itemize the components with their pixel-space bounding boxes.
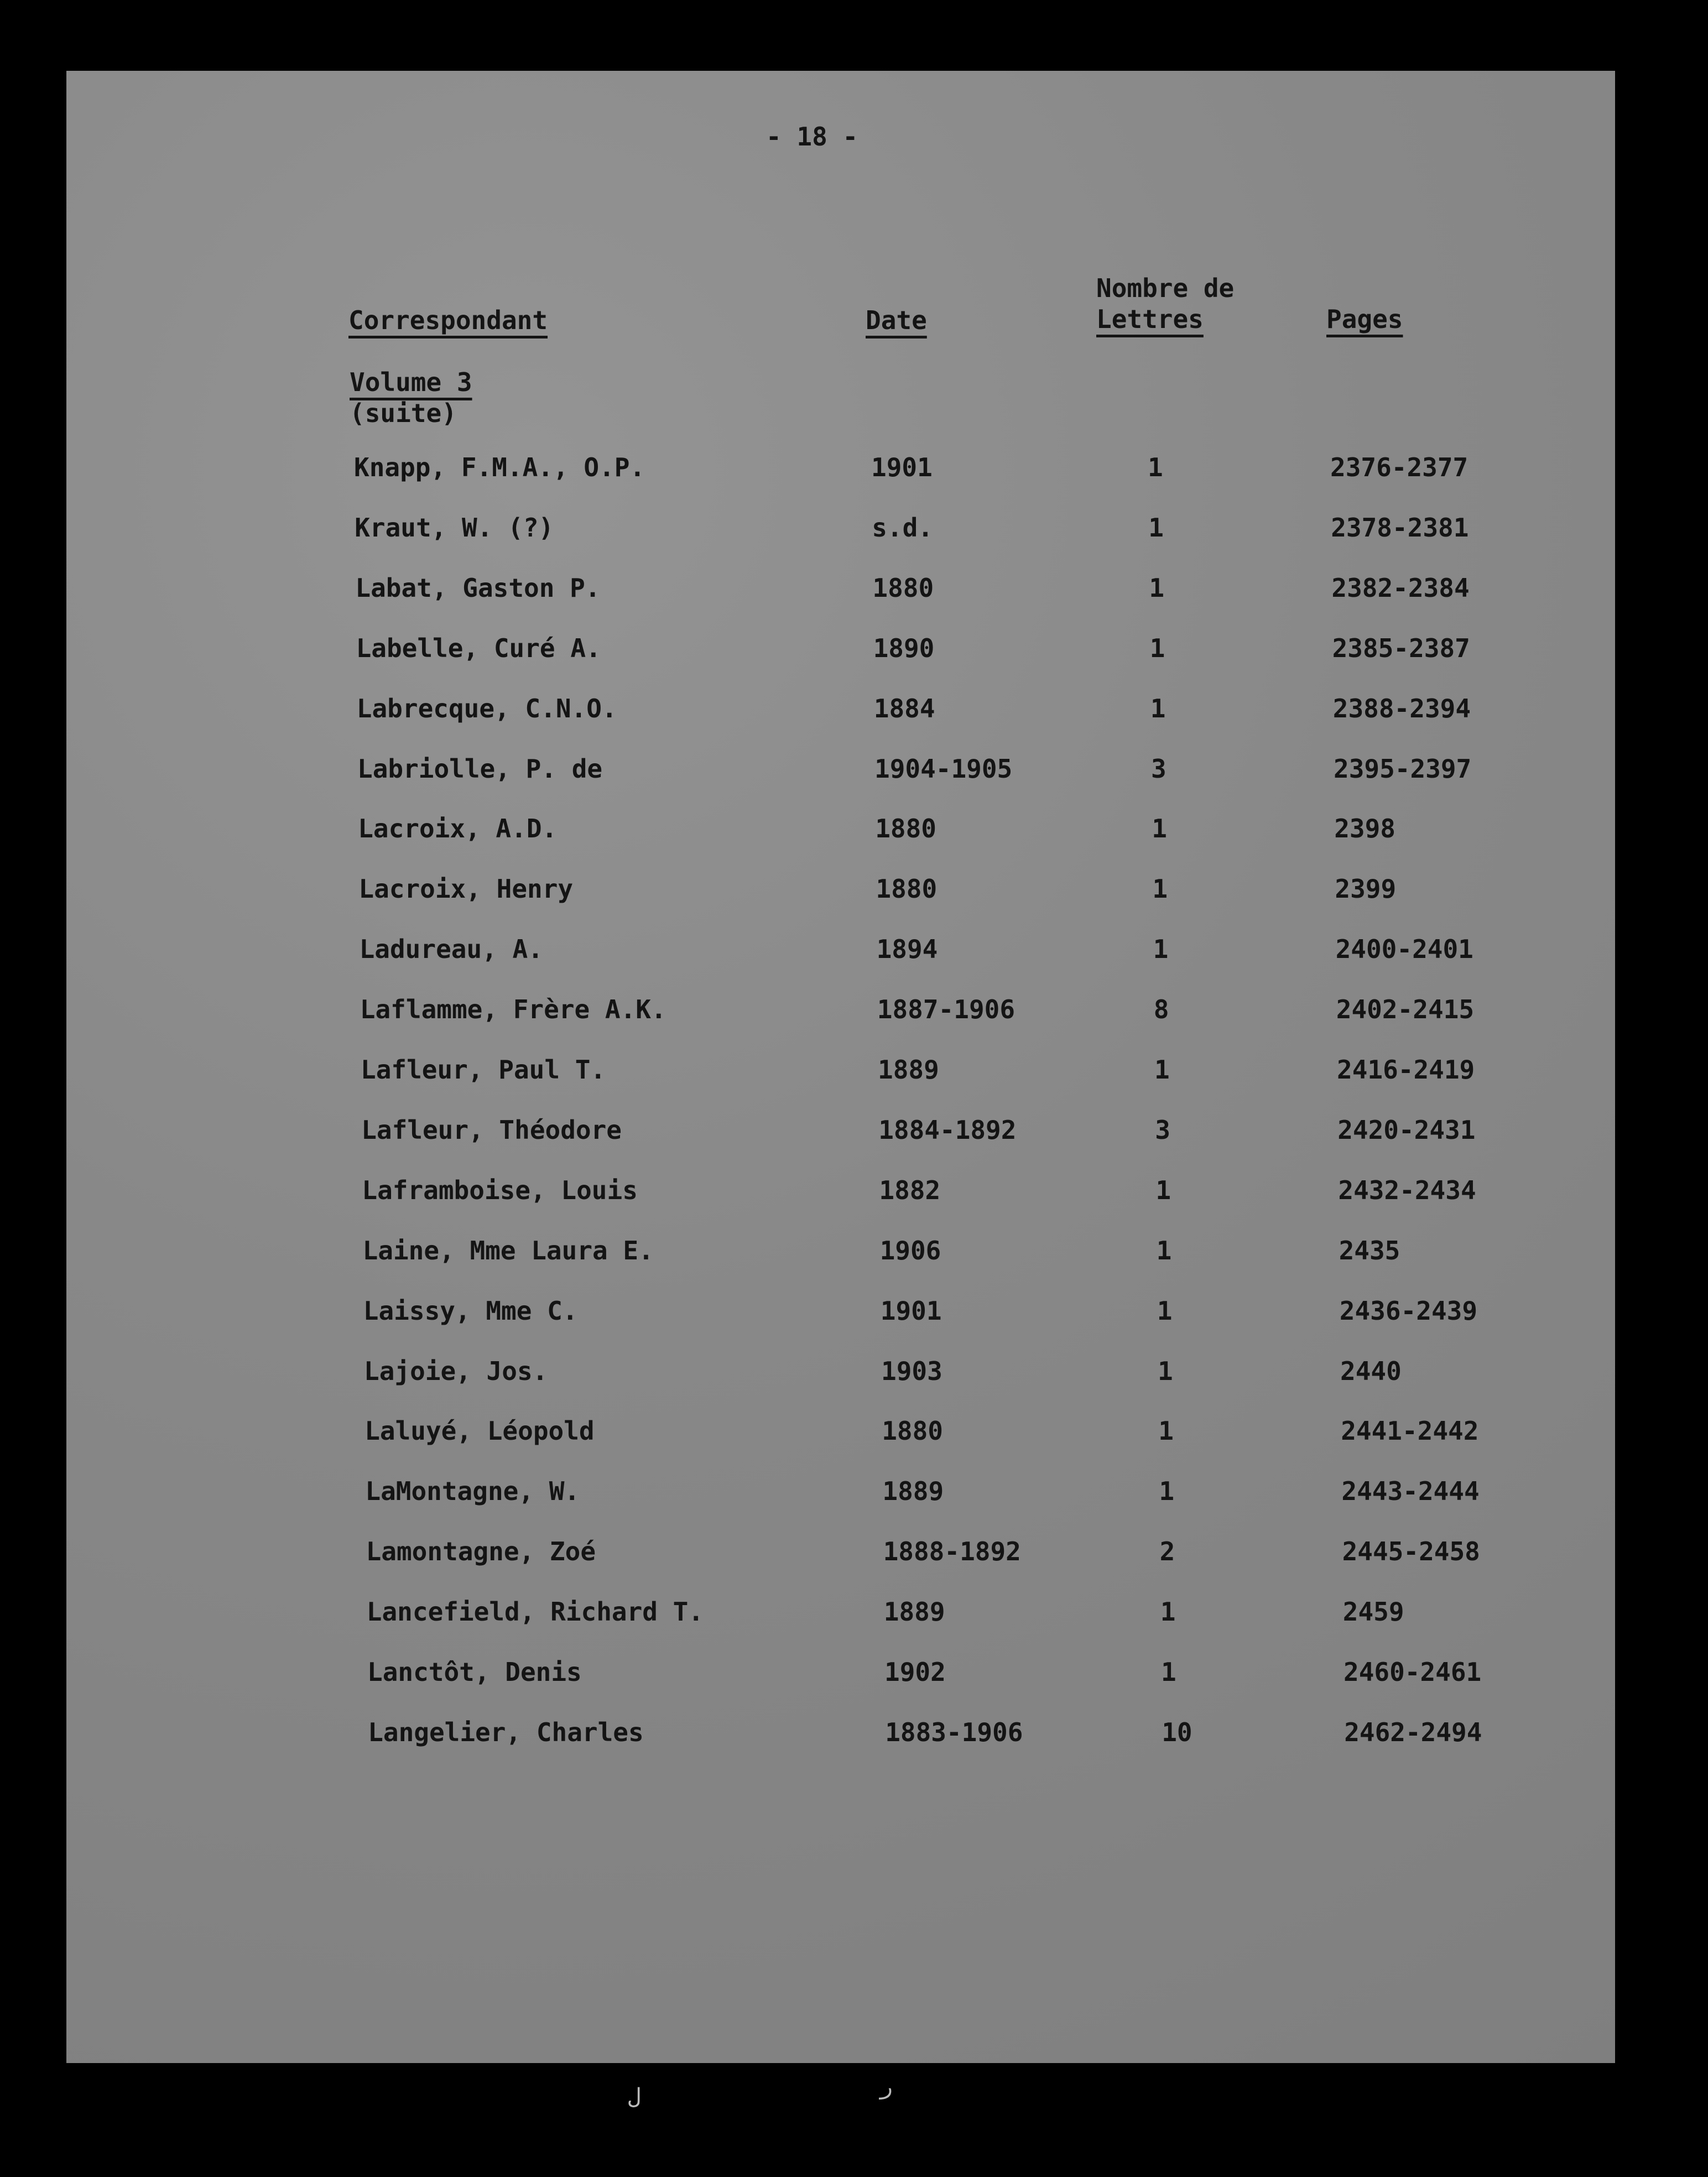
header-correspondant: Correspondant [348,305,548,335]
letter-date: 1880 [872,572,934,603]
letter-count: 2 [1159,1537,1175,1567]
correspondant-name: Lancefield, Richard T. [366,1597,704,1627]
letter-date: 1884 [873,693,935,723]
letter-count: 1 [1153,934,1169,965]
table-row [66,1057,1615,1090]
letter-date: 1889 [882,1476,944,1507]
correspondant-name: Lanctôt, Denis [367,1657,582,1687]
page-range: 2460-2461 [1344,1657,1482,1687]
correspondant-name: Lafleur, Théodore [361,1114,622,1145]
page-range: 2459 [1342,1597,1404,1627]
table-row [66,1358,1615,1392]
table-row [66,1114,1615,1150]
page-range: 2400-2401 [1335,934,1473,965]
table-row [66,936,1615,970]
letter-count: 1 [1149,633,1165,663]
letter-date: 1887-1906 [877,994,1016,1025]
correspondant-name: Labat, Gaston P. [355,572,601,603]
correspondant-name: LaMontagne, W. [365,1476,580,1507]
table-row [66,876,1615,909]
header-pages: Pages [1326,304,1403,334]
scan-mark: ل [628,2084,642,2110]
page-range: 2395-2397 [1334,753,1472,784]
letter-date: s.d. [872,512,933,543]
letter-date: 1888-1892 [883,1537,1021,1567]
page-range: 2376-2377 [1330,452,1469,482]
letter-date: 1889 [883,1597,945,1627]
page-range: 2398 [1334,814,1395,844]
letter-count: 1 [1155,1175,1171,1205]
page-range: 2443-2444 [1341,1476,1480,1507]
header-nombre-line2: Lettres [1096,304,1204,334]
table-row [66,1295,1615,1331]
letter-count: 1 [1150,693,1166,723]
table-row [66,693,1615,729]
page-number: - 18 - [766,122,858,152]
letter-count: 1 [1158,1416,1174,1446]
page-range: 2435 [1339,1235,1400,1265]
letter-count: 8 [1153,994,1169,1025]
correspondant-name: Laflamme, Frère A.K. [360,994,666,1025]
letter-date: 1902 [884,1657,946,1687]
letter-count: 10 [1162,1717,1193,1747]
letter-date: 1890 [873,633,935,663]
letter-date: 1884-1892 [878,1114,1017,1145]
table-row [66,452,1615,488]
correspondant-name: Labriolle, P. de [357,753,603,784]
letter-date: 1880 [875,814,936,844]
correspondant-name: Laissy, Mme C. [363,1295,578,1326]
letter-count: 1 [1148,512,1164,543]
correspondant-name: Ladureau, A. [359,934,543,965]
correspondant-name: Labelle, Curé A. [356,633,601,663]
page-range: 2462-2494 [1344,1717,1482,1747]
letter-count: 1 [1160,1597,1176,1627]
correspondant-name: Lajoie, Jos. [364,1356,548,1386]
page-range: 2382-2384 [1331,572,1470,603]
letter-count: 1 [1159,1476,1175,1507]
letter-date: 1904-1905 [874,753,1013,784]
table-row [66,1659,1615,1692]
letter-date: 1894 [876,934,938,965]
letter-count: 1 [1149,572,1165,603]
page-range: 2402-2415 [1336,994,1475,1025]
page-range: 2445-2458 [1342,1537,1480,1567]
letter-date: 1880 [876,874,938,904]
letter-count: 3 [1151,753,1167,784]
table-row [66,1599,1615,1632]
letter-count: 1 [1152,874,1168,904]
page-range: 2436-2439 [1339,1295,1478,1326]
page-range: 2420-2431 [1337,1114,1476,1145]
letter-date: 1901 [871,452,933,482]
table-row [66,572,1615,608]
correspondant-name: Labrecque, C.N.O. [356,693,617,723]
correspondant-name: Knapp, F.M.A., O.P. [354,452,645,482]
letter-date: 1901 [880,1295,942,1326]
letter-count: 1 [1154,1055,1170,1085]
letter-date: 1903 [881,1356,942,1386]
page-range: 2388-2394 [1332,693,1471,723]
letter-date: 1889 [878,1055,939,1085]
letter-count: 1 [1148,452,1163,482]
letter-count: 1 [1157,1295,1173,1326]
page-range: 2416-2419 [1337,1055,1475,1085]
page-range: 2399 [1335,874,1397,904]
correspondant-name: Lacroix, A.D. [358,814,558,844]
table-row [66,1175,1615,1211]
letter-date: 1882 [879,1175,941,1205]
letter-date: 1883-1906 [885,1717,1023,1747]
table-row [66,816,1615,849]
document-page [66,71,1615,2063]
page-range: 2432-2434 [1338,1175,1476,1205]
correspondant-name: Lamontagne, Zoé [366,1537,596,1567]
section-subtitle: (suite) [350,398,457,428]
correspondant-name: Langelier, Charles [368,1717,644,1747]
letter-count: 1 [1161,1657,1176,1687]
correspondant-name: Kraut, W. (?) [355,512,554,543]
letter-count: 1 [1158,1356,1173,1386]
page-range: 2440 [1340,1356,1402,1386]
letter-date: 1906 [879,1235,941,1265]
letter-date: 1880 [882,1416,943,1446]
table-row [66,1235,1615,1271]
table-row [66,1539,1615,1572]
page-range: 2385-2387 [1332,633,1470,663]
table-row [66,753,1615,789]
letter-count: 1 [1152,814,1167,844]
correspondant-name: Laluyé, Léopold [364,1416,595,1446]
table-row [66,1418,1615,1451]
header-date: Date [866,305,927,335]
table-row [66,512,1615,548]
correspondant-name: Laine, Mme Laura E. [362,1235,654,1265]
header-nombre-line1: Nombre de [1096,273,1235,303]
section-title: Volume 3 [350,367,472,397]
page-range: 2378-2381 [1331,512,1469,543]
correspondant-name: Lafleur, Paul T. [361,1055,606,1085]
scan-mark: ر [879,2074,893,2100]
letter-count: 1 [1156,1235,1172,1265]
page-range: 2441-2442 [1341,1416,1479,1446]
table-row [66,1717,1615,1753]
letter-count: 3 [1155,1114,1170,1145]
correspondant-name: Laframboise, Louis [362,1175,638,1205]
correspondant-name: Lacroix, Henry [358,874,574,904]
table-row [66,1478,1615,1512]
table-row [66,994,1615,1030]
table-row [66,633,1615,669]
